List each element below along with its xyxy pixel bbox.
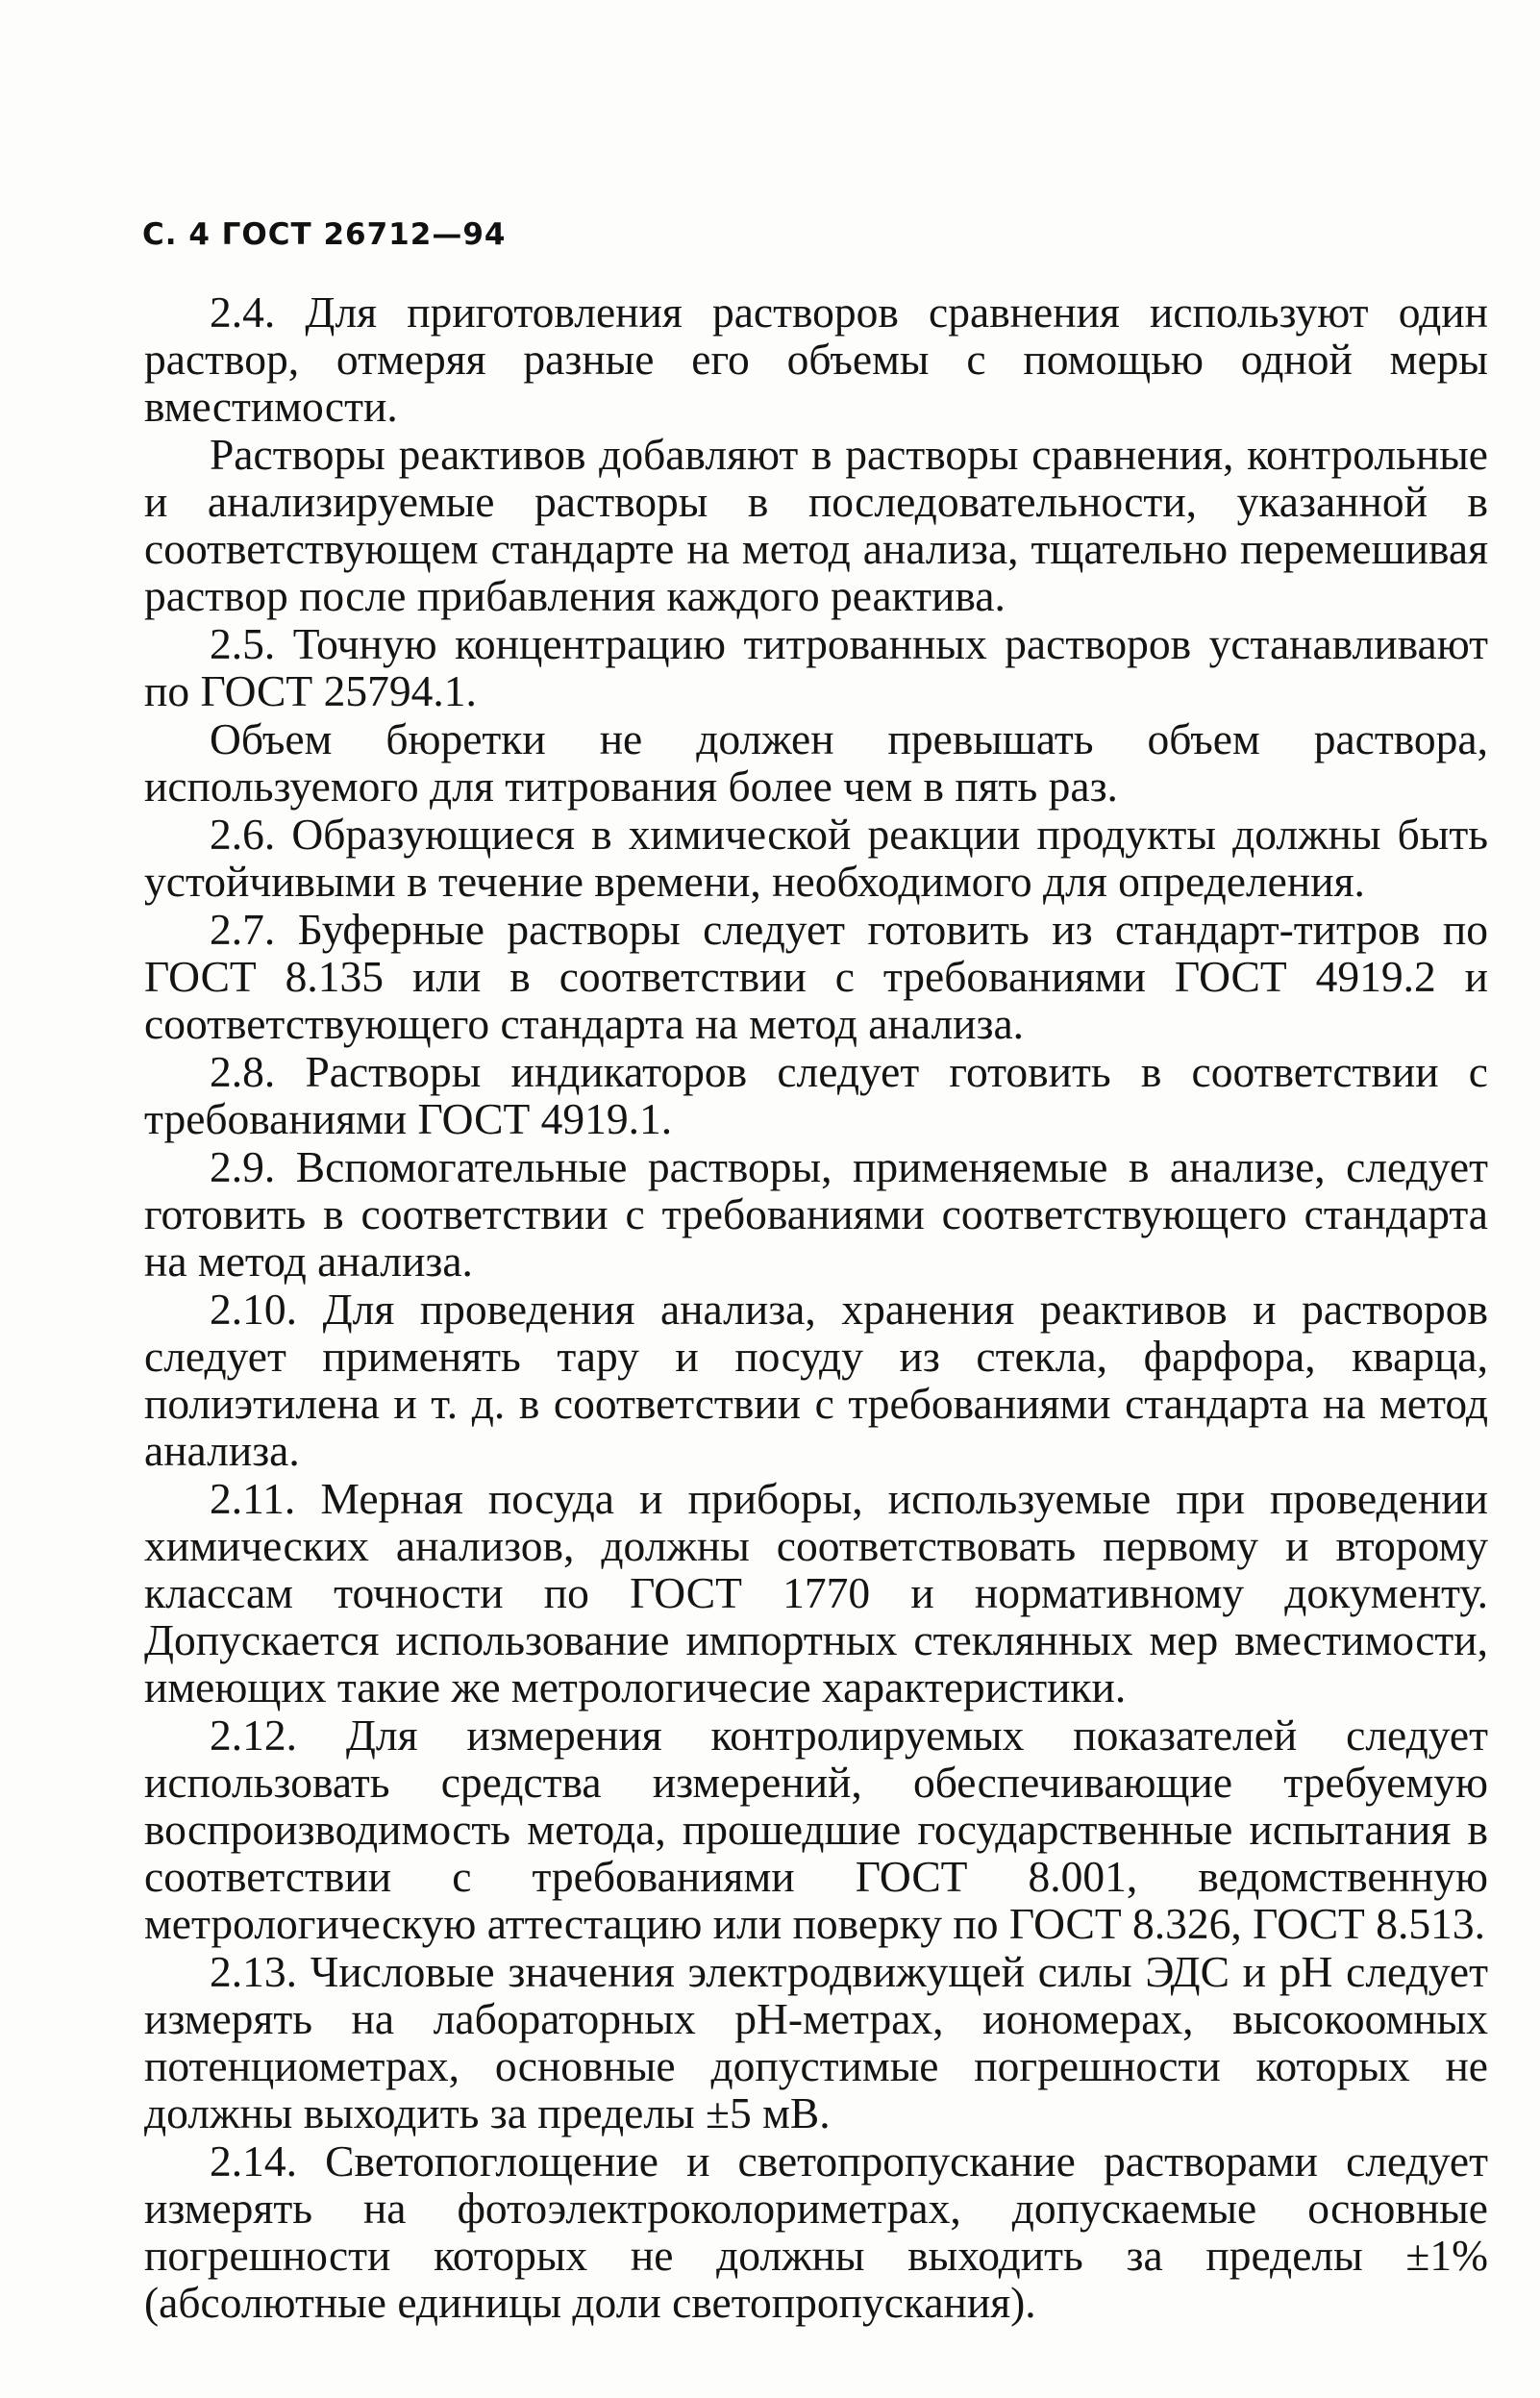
clause-text: Для проведения анализа, хранения реактивов и растворов следует применять тару и посуду из стекла, фарфора, кварца, полиэтилена и т. д. в соответствии с требованиями стандарта на метод анализа. <box>144 1285 1488 1475</box>
clause-text: Растворы реактивов добавляют в растворы сравнения, контрольные и анализируемые растворы в последовательности, указанной в соответствующем стандарте на метод анализа, тщательно перемешивая раствор после прибавления каждого реактива. <box>144 430 1488 620</box>
clause-text: Объем бюретки не должен превышать объем раствора, используемого для титрования более чем в пять раз. <box>144 714 1488 811</box>
clause-number: 2.6. <box>210 810 276 859</box>
clause-text: Светопоглощение и светопропускание растворами следует измерять на фотоэлектроколориметрах, допускаемые основные погрешности которых не должны выходить за пределы ±1% (абсолютные единицы доли светопропускания). <box>144 2136 1488 2327</box>
paragraph-2-9 <box>144 1143 1488 1285</box>
clause-text: Вспомогательные растворы, применяемые в анализе, следует готовить в соответствии с требованиями соответствующего стандарта на метод анализа. <box>144 1142 1488 1286</box>
clause-text: Буферные растворы следует готовить из стандарт-титров по ГОСТ 8.135 или в соответствии с требованиями ГОСТ 4919.2 и соответствующего стандарта на метод анализа. <box>144 905 1489 1048</box>
paragraph-2-13 <box>144 1948 1488 2136</box>
clause-number: 2.13. <box>210 1947 297 1996</box>
clause-text: Числовые значения электродвижущей силы ЭДС и pH следует измерять на лабораторных pH-метрах, иономерах, высокоомных потенциометрах, основные допустимые погрешности которых не должны выходить за пределы ±5 мВ. <box>144 1947 1489 2137</box>
paragraph-2-10 <box>144 1286 1488 1474</box>
clause-number: 2.8. <box>210 1047 276 1096</box>
clause-text: Мерная посуда и приборы, используемые при проведении химических анализов, должны соответствовать первому и второму классам точности по ГОСТ 1770 и нормативному документу. Допускается использование импортных стеклянных мер вместимости, имеющих такие же метрологичесие характеристики. <box>144 1474 1489 1711</box>
clause-number: 2.11. <box>210 1474 296 1523</box>
clause-text: Точную концентрацию титрованных растворов устанавливают по ГОСТ 25794.1. <box>144 619 1488 715</box>
clause-text: Для приготовления растворов сравнения используют один раствор, отмеряя разные его объемы с помощью одной меры вместимости. <box>144 287 1488 431</box>
clause-text: Образующиеся в химической реакции продукты должны быть устойчивыми в течение времени, необходимого для определения. <box>144 810 1488 906</box>
paragraph-2-11 <box>144 1475 1488 1711</box>
clause-number: 2.5. <box>210 619 276 668</box>
clause-number: 2.10. <box>210 1285 297 1334</box>
paragraph-2-5 <box>144 620 1488 714</box>
document-body <box>144 288 1488 2326</box>
paragraph-2-4-cont <box>144 431 1488 619</box>
clause-number: 2.7. <box>210 905 276 954</box>
paragraph-2-4 <box>144 288 1488 430</box>
clause-number: 2.14. <box>210 2136 297 2186</box>
clause-number: 2.4. <box>210 287 276 337</box>
paragraph-2-8 <box>144 1048 1488 1142</box>
paragraph-2-7 <box>144 906 1488 1047</box>
clause-number: 2.9. <box>210 1142 276 1191</box>
paragraph-2-5-cont <box>144 715 1488 810</box>
paragraph-2-14 <box>144 2137 1488 2326</box>
clause-number: 2.12. <box>210 1711 297 1760</box>
clause-text: Для измерения контролируемых показателей следует использовать средства измерений, обеспечивающие требуемую воспроизводимость метода, прошедшие государственные испытания в соответствии с требованиями ГОСТ 8.001, ведомственную метрологическую аттестацию или поверку по ГОСТ 8.326, ГОСТ 8.513. <box>144 1711 1488 1948</box>
clause-text: Растворы индикаторов следует готовить в соответствии с требованиями ГОСТ 4919.1. <box>144 1047 1489 1143</box>
paragraph-2-12 <box>144 1711 1488 1947</box>
page-header: С. 4 ГОСТ 26712—94 <box>142 217 507 252</box>
paragraph-2-6 <box>144 811 1488 905</box>
